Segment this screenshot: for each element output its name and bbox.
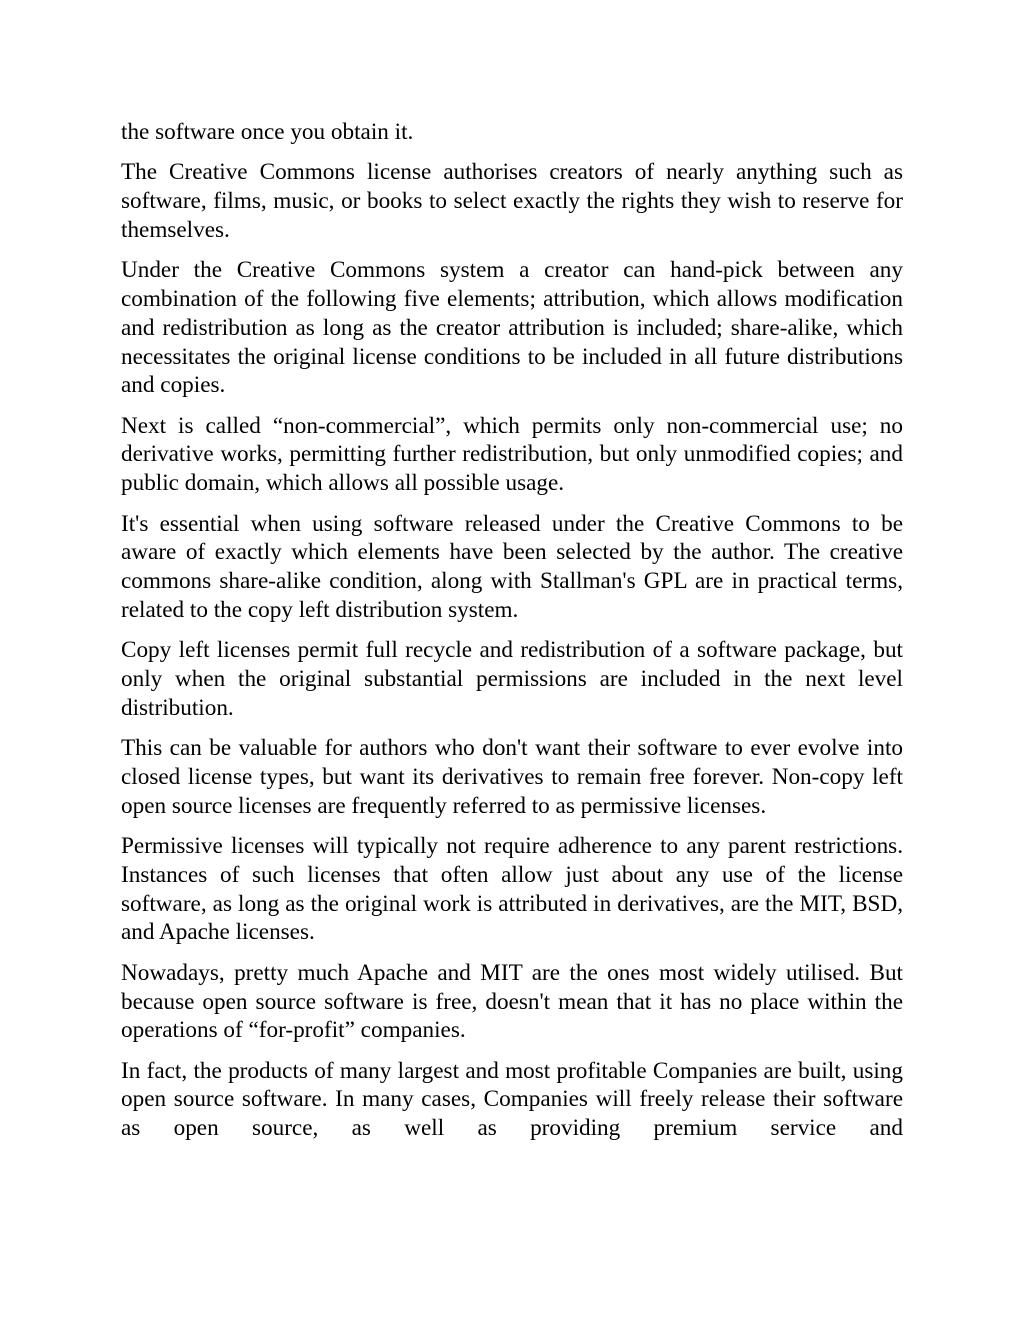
paragraph-4: Next is called “non-commercial”, which permits only non-commercial use; no derivative works, permitting further redistribution, but only unmodified copies; and public domain, which allows all possible usage.: [121, 412, 903, 497]
paragraph-5: It's essential when using software released under the Creative Commons to be aware of exactly which elements have been selected by the author. The creative commons share-alike condition, along with Stallman's GPL are in practical terms, related to the copy left distribution system.: [121, 510, 903, 623]
paragraph-3: Under the Creative Commons system a creator can hand-pick between any combination of the following five elements; attribution, which allows modification and redistribution as long as the creator attribution is included; share-alike, which necessitates the original license conditions to be included in all future distributions and copies.: [121, 257, 903, 399]
paragraph-2: The Creative Commons license authorises creators of nearly anything such as software, films, music, or books to select exactly the rights they wish to reserve for themselves.: [121, 159, 903, 243]
paragraph-10: In fact, the products of many largest and most profitable Companies are built, using open source software. In many cases, Companies will freely release their software as open source, as well as providing premium service and: [121, 1057, 903, 1142]
paragraph-9: Nowadays, pretty much Apache and MIT are the ones most widely utilised. But because open source software is free, doesn't mean that it has no place within the operations of “for-profit” companies.: [121, 959, 903, 1044]
document-page: [121, 118, 903, 1155]
paragraph-7: This can be valuable for authors who don't want their software to ever evolve into closed license types, but want its derivatives to remain free forever. Non-copy left open source licenses are frequently referred to as permissive licenses.: [121, 735, 903, 819]
paragraph-1: the software once you obtain it.: [121, 119, 414, 145]
paragraph-6: Copy left licenses permit full recycle and redistribution of a software package, but only when the original substantial permissions are included in the next level distribution.: [121, 637, 903, 721]
paragraph-8: Permissive licenses will typically not require adherence to any parent restrictions. Instances of such licenses that often allow just about any use of the license software, as long as the original work is attributed in derivatives, are the MIT, BSD, and Apache licenses.: [121, 833, 903, 946]
